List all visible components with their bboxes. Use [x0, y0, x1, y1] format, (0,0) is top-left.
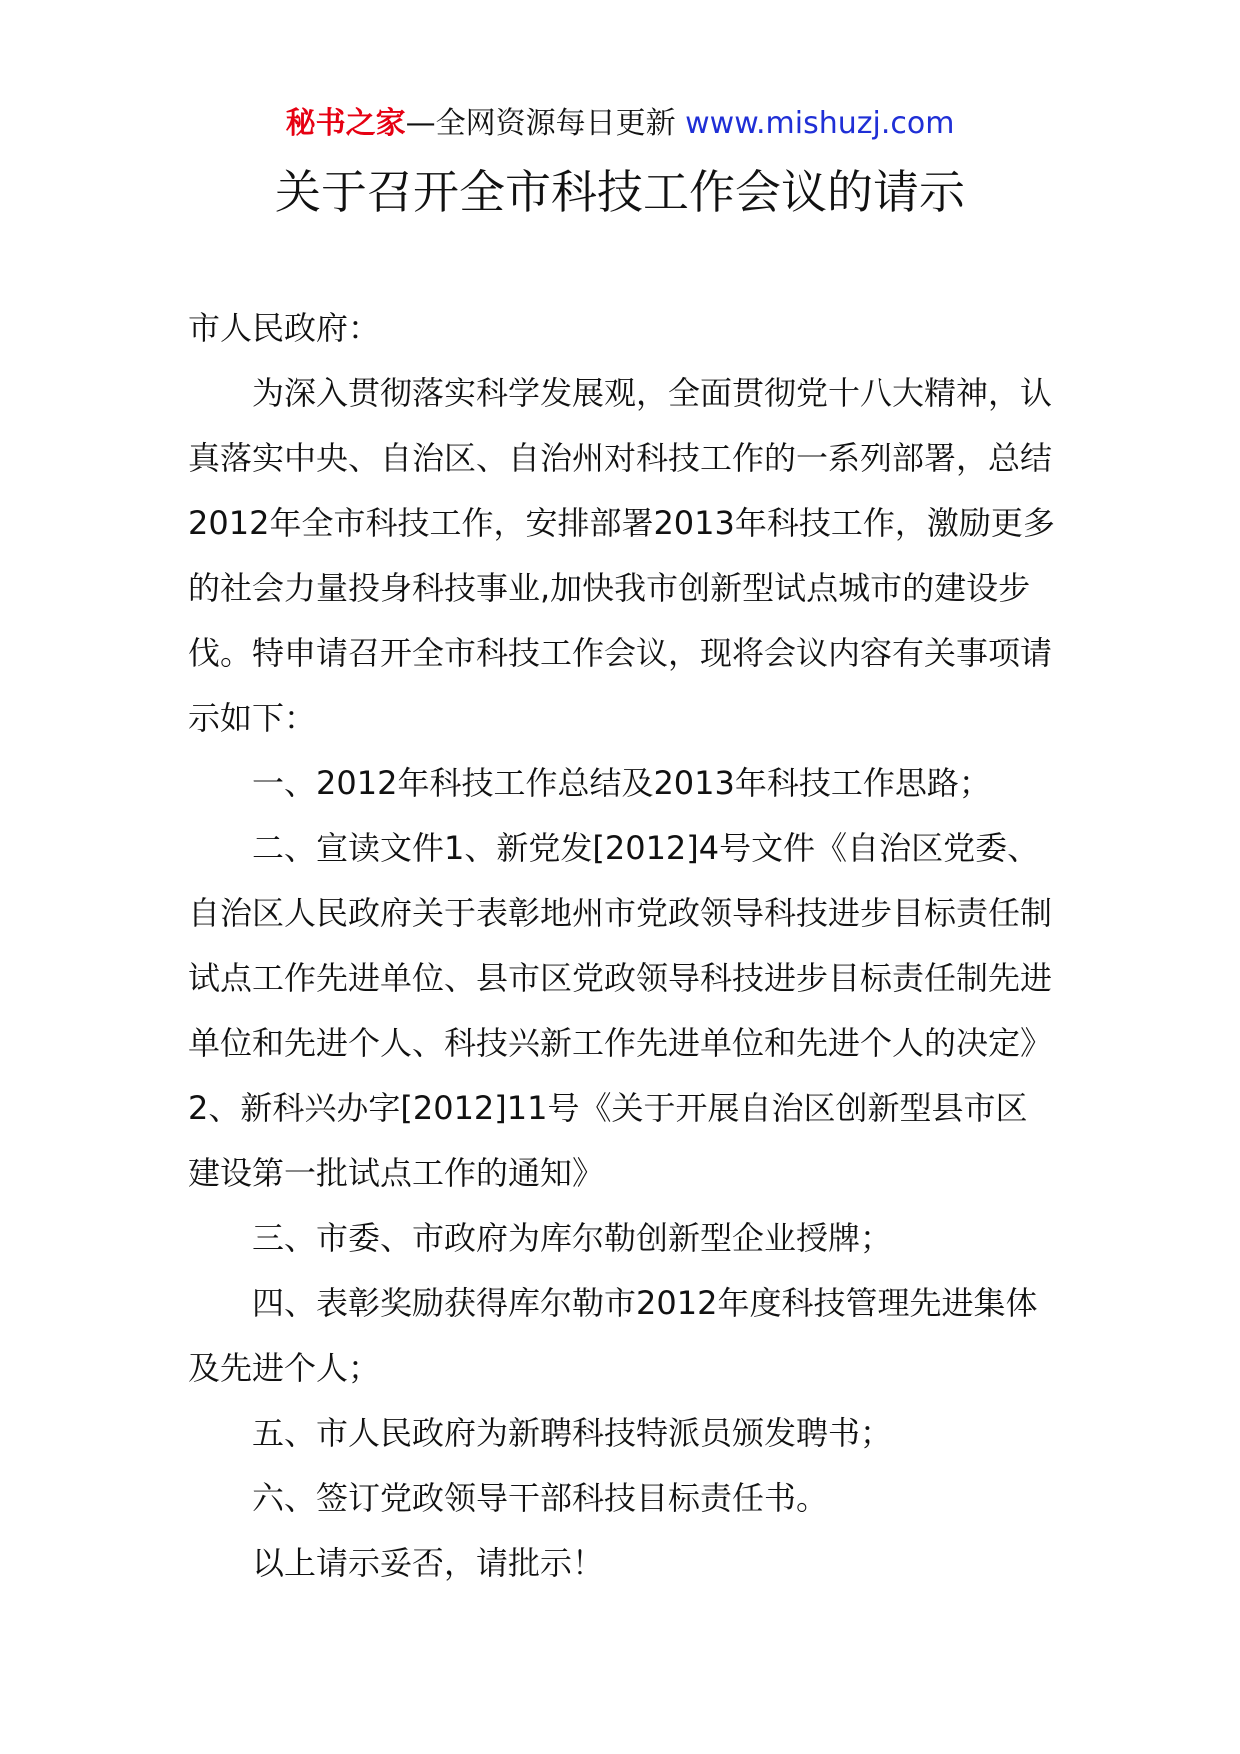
agenda-item-6: 六、签订党政领导干部科技目标责任书。 — [252, 1479, 829, 1517]
document-title: 关于召开全市科技工作会议的请示 — [275, 165, 965, 219]
site-header — [0, 104, 1240, 144]
agenda-item-1: 一、2012年科技工作总结及2013年科技工作思路； — [252, 764, 991, 802]
salutation: 市人民政府： — [188, 309, 381, 347]
intro-paragraph: 为深入贯彻落实科学发展观，全面贯彻党十八大精神，认真落实中央、自治区、自治州对科技工作的一系列部署，总结2012年全市科技工作，安排部署2013年科技工作，激励更多的社会力量投身科技事业,加快我市创新型试点城市的建设步伐。特申请召开全市科技工作会议，现将会议内容有关事项请示如下： — [188, 374, 1055, 737]
closing-paragraph: 以上请示妥否，请批示！ — [252, 1544, 605, 1582]
site-url-link[interactable]: www.mishuzj.com — [685, 106, 955, 141]
agenda-item-3: 三、市委、市政府为库尔勒创新型企业授牌； — [252, 1219, 893, 1257]
document-body — [188, 296, 1058, 1596]
header-slogan: —全网资源每日更新 — [405, 106, 676, 141]
agenda-item-5: 五、市人民政府为新聘科技特派员颁发聘书； — [252, 1414, 893, 1452]
agenda-item-2: 二、宣读文件1、新党发[2012]4号文件《自治区党委、自治区人民政府关于表彰地州市党政领导科技进步目标责任制试点工作先进单位、县市区党政领导科技进步目标责任制先进单位和先进个人、科技兴新工作先进单位和先进个人的决定》2、新科兴办字[2012]11号《关于开展自治区创新型县市区建设第一批试点工作的通知》 — [188, 829, 1053, 1192]
agenda-item-4: 四、表彰奖励获得库尔勒市2012年度科技管理先进集体及先进个人； — [188, 1284, 1038, 1387]
brand-name: 秘书之家 — [285, 106, 406, 141]
